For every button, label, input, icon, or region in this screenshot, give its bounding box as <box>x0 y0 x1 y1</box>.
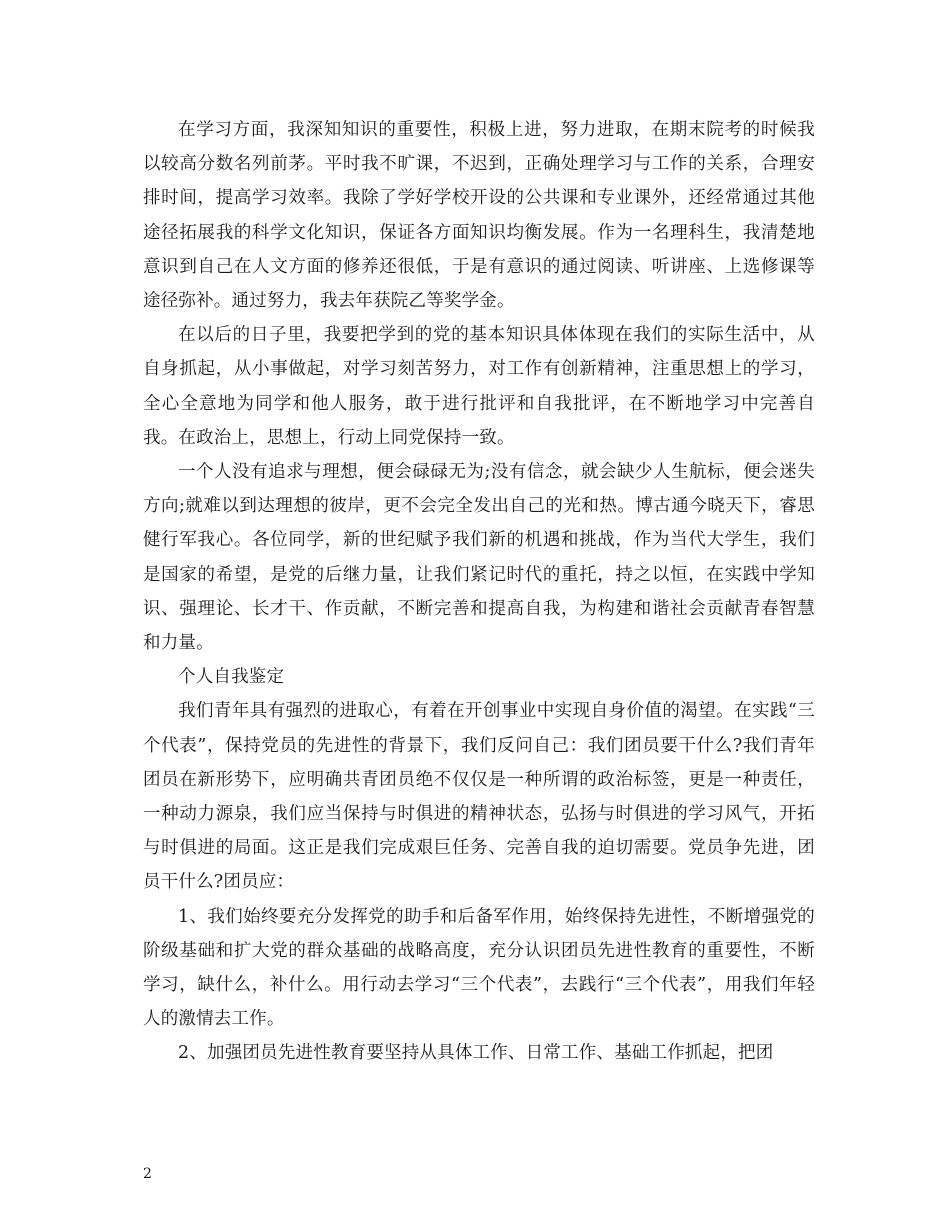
page-number: 2 <box>143 1166 152 1182</box>
paragraph-ideals: 一个人没有追求与理想，便会碌碌无为;没有信念，就会缺少人生航标，便会迷失方向;就难以到达理想的彼岸，更不会完全发出自己的光和热。博古通今晓天下，睿思健行军我心。各位同学，新的世纪赋予我们新的机遇和挑战，作为当代大学生，我们是国家的希望，是党的后继力量，让我们紧记时代的重托，持之以恒，在实践中学知识、强理论、长才干、作贡献，不断完善和提高自我，为构建和谐社会贡献青春智慧和力量。 <box>143 462 815 654</box>
paragraph-youth: 我们青年具有强烈的进取心，有着在开创事业中实现自身价值的渴望。在实践“三个代表”，保持党员的先进性的背景下，我们反问自己：我们团员要干什么?我们青年团员在新形势下，应明确共青团员绝不仅仅是一种所谓的政治标签，更是一种责任，一种动力源泉，我们应当保持与时俱进的精神状态，弘扬与时俱进的学习风气，开拓与时俱进的局面。这正是我们完成艰巨任务、完善自我的迫切需要。党员争先进，团员干什么?团员应： <box>143 701 815 893</box>
paragraph-future-days: 在以后的日子里，我要把学到的党的基本知识具体体现在我们的实际生活中，从自身抓起，从小事做起，对学习刻苦努力，对工作有创新精神，注重思想上的学习，全心全意地为同学和他人服务，敢于进行批评和自我批评，在不断地学习中完善自我。在政治上，思想上，行动上同党保持一致。 <box>143 325 815 448</box>
document-body <box>143 113 815 1071</box>
section-heading: 个人自我鉴定 <box>178 667 285 688</box>
paragraph-study: 在学习方面，我深知知识的重要性，积极上进，努力进取，在期末院考的时候我以较高分数名列前茅。平时我不旷课，不迟到，正确处理学习与工作的关系，合理安排时间，提高学习效率。我除了学好学校开设的公共课和专业课外，还经常通过其他途径拓展我的科学文化知识，保证各方面知识均衡发展。作为一名理科生，我清楚地意识到自己在人文方面的修养还很低，于是有意识的通过阅读、听讲座、上选修课等途径弥补。通过努力，我去年获院乙等奖学金。 <box>143 120 815 312</box>
paragraph-point-1: 1、我们始终要充分发挥党的助手和后备军作用，始终保持先进性，不断增强党的阶级基础和扩大党的群众基础的战略高度，充分认识团员先进性教育的重要性，不断学习，缺什么，补什么。用行动去学习“三个代表”，去践行“三个代表”，用我们年轻人的激情去工作。 <box>143 906 815 1030</box>
paragraph-point-2: 2、加强团员先进性教育要坚持从具体工作、日常工作、基础工作抓起，把团 <box>178 1043 774 1064</box>
